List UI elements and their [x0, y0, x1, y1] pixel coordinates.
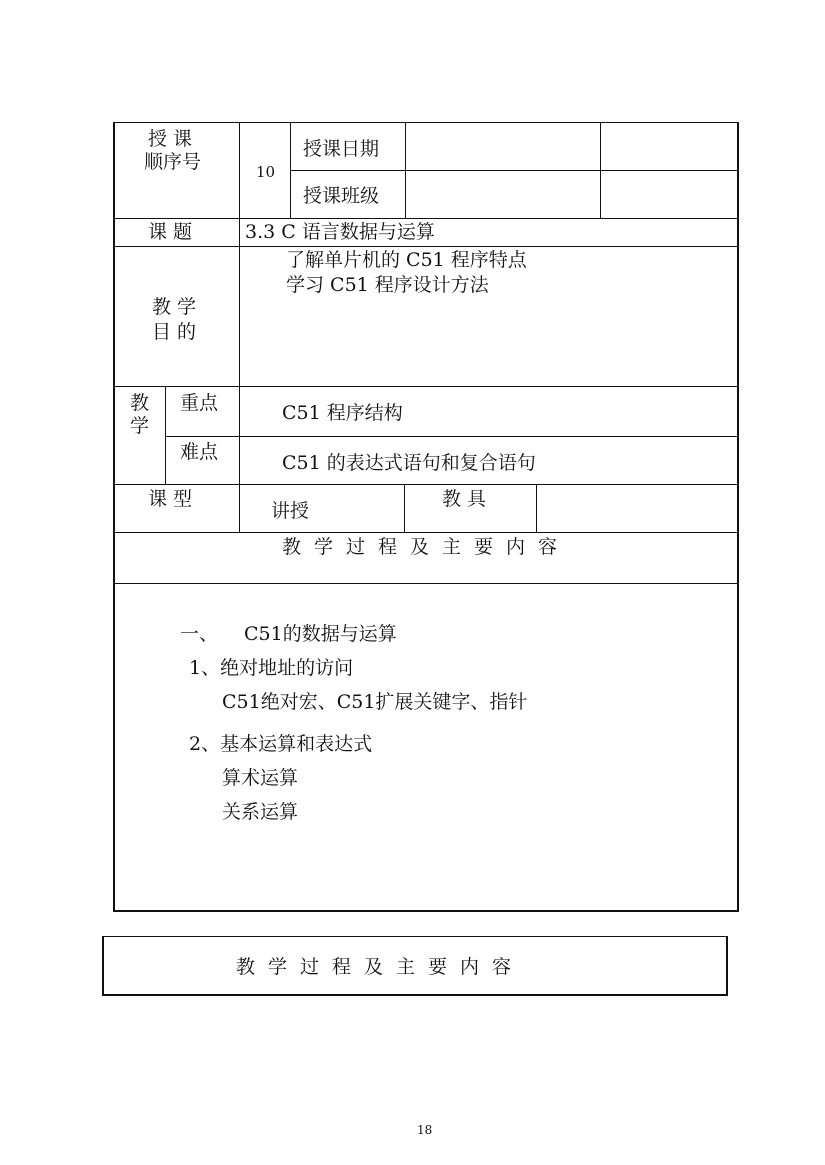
- order-value: 10: [256, 163, 276, 181]
- rule-difficulty-top: [165, 436, 739, 437]
- col-tools-divider: [536, 484, 537, 532]
- section-number: 一、: [180, 623, 219, 645]
- difficulty-value: C51 的表达式语句和复合语句: [282, 452, 536, 474]
- objective-item-2: 学习 C51 程序设计方法: [286, 274, 489, 296]
- page-number: 18: [417, 1123, 433, 1137]
- process-box-right: [726, 936, 728, 996]
- class-label: 授课班级: [303, 185, 380, 207]
- date-label: 授课日期: [303, 138, 380, 160]
- lesson-type-value: 讲授: [271, 500, 310, 522]
- table-border-top: [113, 122, 739, 123]
- rule-objective-top: [113, 246, 739, 247]
- col-date-label-divider: [405, 122, 406, 218]
- topic-value: 3.3 C 语言数据与运算: [245, 221, 435, 243]
- rule-process-top: [113, 532, 739, 533]
- rule-type-top: [113, 484, 739, 485]
- process-box-heading: 教学过程及主要内容: [236, 956, 525, 978]
- col-label-divider: [239, 122, 240, 532]
- rule-topic-top: [113, 218, 739, 219]
- col-date-value-divider: [600, 122, 601, 218]
- key-point-label: 重点: [180, 392, 219, 414]
- content-item-4: 算术运算: [222, 767, 299, 789]
- content-item-5: 关系运算: [222, 801, 299, 823]
- topic-label: 课 题: [148, 221, 193, 243]
- teaching-label-line2: 学: [130, 415, 150, 437]
- rule-date-class: [290, 170, 739, 171]
- teaching-label-line1: 教: [130, 392, 150, 414]
- process-box-bottom: [102, 994, 728, 996]
- content-item-3: 2、基本运算和表达式: [189, 733, 373, 755]
- process-heading: 教学过程及主要内容: [282, 536, 571, 558]
- table-border-right: [737, 122, 739, 912]
- table-border-left: [113, 122, 115, 912]
- process-box-left: [102, 936, 104, 996]
- col-teaching-divider: [165, 386, 166, 484]
- objective-label-line1: 教 学: [152, 296, 197, 318]
- objective-item-1: 了解单片机的 C51 程序特点: [286, 249, 527, 271]
- tools-label: 教 具: [442, 488, 487, 510]
- key-point-value: C51 程序结构: [282, 402, 403, 424]
- table-border-bottom: [113, 910, 739, 912]
- order-label-line2: 顺序号: [144, 151, 202, 173]
- process-box-top: [102, 936, 728, 937]
- section-title: C51的数据与运算: [244, 623, 397, 645]
- rule-keypoint-top: [113, 386, 739, 387]
- difficulty-label: 难点: [180, 441, 219, 463]
- col-type-divider: [404, 484, 405, 532]
- lesson-type-label: 课 型: [148, 488, 193, 510]
- content-item-1: 1、绝对地址的访问: [189, 657, 354, 679]
- col-order-divider: [290, 122, 291, 218]
- objective-label-line2: 目 的: [152, 321, 197, 343]
- content-item-2: C51绝对宏、C51扩展关键字、指针: [222, 691, 528, 713]
- order-label-line1: 授 课: [148, 128, 193, 150]
- rule-content-top: [113, 583, 739, 584]
